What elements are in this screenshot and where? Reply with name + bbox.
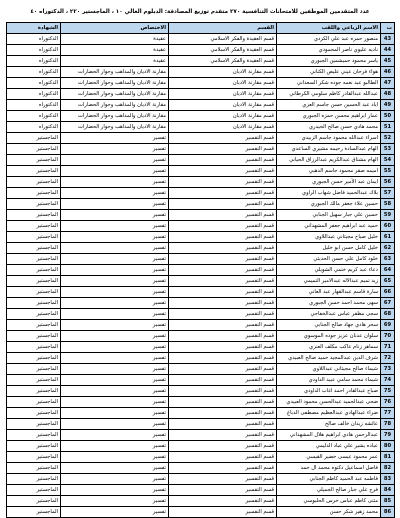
row-degree: الماجستير — [7, 441, 61, 452]
row-degree: الدكتوراه — [7, 45, 61, 56]
row-degree: الماجستير — [7, 210, 61, 221]
document-title: عدد المتقدمين الموظفين للامتحانات التنافسية ٢٧٠ متقدم توزيع المصادقة: الدبلوم العالي ١٠ ، الماجستير ٢٢٠ ، الدكتوراه ٤٠ — [30, 9, 370, 15]
row-department: قسم التفسير — [169, 474, 277, 485]
row-degree: الماجستير — [7, 254, 61, 265]
row-degree: الماجستير — [7, 309, 61, 320]
row-specialization: تفسير — [61, 309, 169, 320]
row-number: 72 — [381, 353, 395, 364]
table-row — [7, 397, 395, 408]
row-number: 46 — [381, 67, 395, 78]
row-department: قسم مقارنة الاديان — [169, 78, 277, 89]
row-specialization: تفسير — [61, 298, 169, 309]
row-degree: الماجستير — [7, 331, 61, 342]
row-department: قسم التفسير — [169, 353, 277, 364]
row-specialization: تفسير — [61, 353, 169, 364]
row-specialization: عقيدة — [61, 56, 169, 67]
row-department: قسم التفسير — [169, 309, 277, 320]
row-degree: الماجستير — [7, 452, 61, 463]
row-name: ضحى عبدالحميد عبدالحسن محمود العبيدي — [277, 397, 381, 408]
row-specialization: تفسير — [61, 364, 169, 375]
row-department: قسم التفسير — [169, 232, 277, 243]
row-degree: الماجستير — [7, 265, 61, 276]
header-number: ت — [381, 23, 395, 34]
table-row — [7, 320, 395, 331]
row-department: قسم التفسير — [169, 452, 277, 463]
row-specialization: تفسير — [61, 419, 169, 430]
row-number: 67 — [381, 298, 395, 309]
row-specialization: مقارنة الاديان والمذاهب وحوار الحضارات — [61, 78, 169, 89]
row-degree: الماجستير — [7, 507, 61, 518]
row-department: قسم التفسير — [169, 397, 277, 408]
row-number: 51 — [381, 122, 395, 133]
row-degree: الماجستير — [7, 463, 61, 474]
row-specialization: تفسير — [61, 496, 169, 507]
row-specialization: تفسير — [61, 254, 169, 265]
table-row — [7, 232, 395, 243]
row-degree: الدكتوراه — [7, 34, 61, 45]
row-number: 73 — [381, 364, 395, 375]
row-specialization: مقارنة الاديان والمذاهب وحوار الحضارات — [61, 89, 169, 100]
row-department: قسم التفسير — [169, 364, 277, 375]
applicants-table — [6, 22, 395, 518]
row-degree: الماجستير — [7, 133, 61, 144]
row-degree: الماجستير — [7, 144, 61, 155]
row-specialization: تفسير — [61, 386, 169, 397]
table-row — [7, 441, 395, 452]
row-specialization: تفسير — [61, 452, 169, 463]
table-row — [7, 89, 395, 100]
row-name: ياسر محمود حميشمين الجبوري — [277, 56, 381, 67]
row-department: قسم التفسير — [169, 298, 277, 309]
table-row — [7, 243, 395, 254]
row-name: ناديه عليوي ناصر المحمودي — [277, 45, 381, 56]
header-department: القسم — [169, 23, 277, 34]
row-department: قسم التفسير — [169, 320, 277, 331]
row-specialization: تفسير — [61, 474, 169, 485]
row-specialization: تفسير — [61, 441, 169, 452]
row-degree: الماجستير — [7, 474, 61, 485]
table-row — [7, 122, 395, 133]
table-row — [7, 56, 395, 67]
row-name: محمد زهير شكر حسن — [277, 507, 381, 518]
row-number: 52 — [381, 133, 395, 144]
row-name: محمد هادي حسن صالح الحيدري — [277, 122, 381, 133]
row-specialization: تفسير — [61, 287, 169, 298]
row-department: قسم التفسير — [169, 463, 277, 474]
row-degree: الماجستير — [7, 364, 61, 375]
row-specialization: تفسير — [61, 166, 169, 177]
row-name: شيماء محمد سامي عبيد الداودي — [277, 375, 381, 386]
row-department: قسم التفسير — [169, 496, 277, 507]
row-specialization: تفسير — [61, 221, 169, 232]
row-degree: الماجستير — [7, 298, 61, 309]
row-department: قسم التفسير — [169, 243, 277, 254]
row-degree: الماجستير — [7, 188, 61, 199]
table-row — [7, 353, 395, 364]
row-number: 61 — [381, 232, 395, 243]
row-name: حميد عبد ابراهيم جعفر المشهداني — [277, 221, 381, 232]
row-degree: الماجستير — [7, 320, 61, 331]
row-name: الهام مشتاق عبدالكريم عبدالرزاق الحياني — [277, 155, 381, 166]
row-name: سحر هادي جهاد صالح الجنابي — [277, 320, 381, 331]
row-department: قسم العقيدة والفكر الاسلامي — [169, 45, 277, 56]
row-name: مثنى كاظم عباس خرس الحلبوسي — [277, 496, 381, 507]
row-department: قسم التفسير — [169, 408, 277, 419]
table-row — [7, 386, 395, 397]
row-number: 45 — [381, 56, 395, 67]
row-number: 65 — [381, 276, 395, 287]
row-degree: الماجستير — [7, 155, 61, 166]
row-number: 60 — [381, 221, 395, 232]
row-degree: الماجستير — [7, 386, 61, 397]
table-row — [7, 309, 395, 320]
row-specialization: تفسير — [61, 276, 169, 287]
row-specialization: تفسير — [61, 331, 169, 342]
table-row — [7, 254, 395, 265]
row-name: اياد عبد الحسين حسن جاسم العزي — [277, 100, 381, 111]
table-row — [7, 331, 395, 342]
row-department: قسم التفسير — [169, 166, 277, 177]
row-department: قسم التفسير — [169, 210, 277, 221]
row-specialization: تفسير — [61, 210, 169, 221]
row-department: قسم التفسير — [169, 199, 277, 210]
header-degree: الشهادة — [7, 23, 61, 34]
row-degree: الماجستير — [7, 342, 61, 353]
row-name: شرف الدين عبدالمجيد حميد صالح العبيدي — [277, 353, 381, 364]
row-specialization: تفسير — [61, 265, 169, 276]
row-department: قسم مقارنة الاديان — [169, 122, 277, 133]
row-name: سهى محمد احمد حسن الجبوري — [277, 298, 381, 309]
row-department: قسم التفسير — [169, 287, 277, 298]
row-number: 64 — [381, 265, 395, 276]
row-department: قسم التفسير — [169, 276, 277, 287]
row-name: عباده يشير علي عباد الدليمي — [277, 441, 381, 452]
row-specialization: مقارنة الاديان والمذاهب وحوار الحضارات — [61, 111, 169, 122]
row-number: 53 — [381, 144, 395, 155]
row-number: 57 — [381, 188, 395, 199]
table-row — [7, 463, 395, 474]
row-department: قسم التفسير — [169, 265, 277, 276]
row-department: قسم التفسير — [169, 221, 277, 232]
table-row — [7, 430, 395, 441]
table-row — [7, 265, 395, 276]
row-department: قسم التفسير — [169, 331, 277, 342]
row-department: قسم التفسير — [169, 507, 277, 518]
table-row — [7, 375, 395, 386]
row-name: عائشه زيدان خالف صالح — [277, 419, 381, 430]
row-specialization: عقيدة — [61, 45, 169, 56]
row-number: 63 — [381, 254, 395, 265]
row-name: اميمه صقر محمود جاسم الذهبي — [277, 166, 381, 177]
row-degree: الماجستير — [7, 177, 61, 188]
row-department: قسم التفسير — [169, 419, 277, 430]
row-degree: الدكتوراه — [7, 122, 61, 133]
row-degree: الماجستير — [7, 496, 61, 507]
row-number: 66 — [381, 287, 395, 298]
row-name: عبدالله عبدالقادر كاظم سلومي الكرطاني — [277, 89, 381, 100]
row-department: قسم مقارنة الاديان — [169, 67, 277, 78]
row-number: 76 — [381, 397, 395, 408]
row-name: الهام عبدالسادة رحيمه مشيري الساعدي — [277, 144, 381, 155]
row-department: قسم التفسير — [169, 342, 277, 353]
table-row — [7, 452, 395, 463]
row-degree: الدكتوراه — [7, 78, 61, 89]
row-degree: الماجستير — [7, 221, 61, 232]
row-specialization: تفسير — [61, 155, 169, 166]
row-number: 48 — [381, 89, 395, 100]
row-name: صباح عبدالقادر احمد اغاب الداودي — [277, 386, 381, 397]
row-specialization: تفسير — [61, 463, 169, 474]
row-name: فرج علي جبار صالح الجميلي — [277, 485, 381, 496]
row-degree: الدكتوراه — [7, 56, 61, 67]
table-row — [7, 67, 395, 78]
row-degree: الدكتوراه — [7, 67, 61, 78]
table-row — [7, 133, 395, 144]
table-row — [7, 221, 395, 232]
row-number: 78 — [381, 419, 395, 430]
row-degree: الدكتوراه — [7, 100, 61, 111]
row-name: عمر محمود عيسى خضير القيسي — [277, 452, 381, 463]
row-degree: الماجستير — [7, 419, 61, 430]
row-name: هواء فرحان عيني عليص الكناني — [277, 67, 381, 78]
table-row — [7, 111, 395, 122]
row-name: فاضل اسماعيل دكتوه محمد ال حمد — [277, 463, 381, 474]
row-degree: الماجستير — [7, 166, 61, 177]
row-number: 84 — [381, 485, 395, 496]
table-row — [7, 144, 395, 155]
row-department: قسم التفسير — [169, 177, 277, 188]
row-degree: الدكتوراه — [7, 89, 61, 100]
row-number: 68 — [381, 309, 395, 320]
row-degree: الماجستير — [7, 243, 61, 254]
table-row — [7, 342, 395, 353]
table-row — [7, 408, 395, 419]
row-degree: الماجستير — [7, 375, 61, 386]
row-name: بلاك عبدالحميد فاضل شهاب الراوي — [277, 188, 381, 199]
row-number: 56 — [381, 177, 395, 188]
row-number: 55 — [381, 166, 395, 177]
row-department: قسم العقيدة والفكر الاسلامي — [169, 56, 277, 67]
row-department: قسم مقارنة الاديان — [169, 111, 277, 122]
table-row — [7, 188, 395, 199]
row-name: عمار ابراهيم محسن حمزه الجبوري — [277, 111, 381, 122]
row-department: قسم التفسير — [169, 386, 277, 397]
row-specialization: تفسير — [61, 485, 169, 496]
row-name: حسين علاء جعفر مالك الجبوري — [277, 199, 381, 210]
table-row — [7, 276, 395, 287]
row-name: دعاء عبد كريم ختمي الشويلي — [277, 265, 381, 276]
table-row — [7, 166, 395, 177]
row-specialization: تفسير — [61, 188, 169, 199]
row-degree: الماجستير — [7, 232, 61, 243]
row-number: 81 — [381, 452, 395, 463]
row-specialization: عقيدة — [61, 34, 169, 45]
row-name: اسراء عبدالله محمود جاسم الزبيدي — [277, 133, 381, 144]
row-name: سارة قاسم عبدالقهار عبد العاني — [277, 287, 381, 298]
row-department: قسم مقارنة الاديان — [169, 89, 277, 100]
row-number: 71 — [381, 342, 395, 353]
row-name: سماهر زنام عاكب مكلف العنزي — [277, 342, 381, 353]
row-number: 47 — [381, 78, 395, 89]
table-row — [7, 298, 395, 309]
row-department: قسم التفسير — [169, 144, 277, 155]
table-row — [7, 287, 395, 298]
row-specialization: مقارنة الاديان والمذاهب وحوار الحضارات — [61, 122, 169, 133]
row-specialization: تفسير — [61, 243, 169, 254]
row-number: 82 — [381, 463, 395, 474]
row-name: ضراء عبدالهادي عبدالعظيم مصطفى الدباغ — [277, 408, 381, 419]
row-name: الطالبو عبد نعمه جوده شكر السعداني — [277, 78, 381, 89]
table-row — [7, 485, 395, 496]
row-number: 54 — [381, 155, 395, 166]
row-specialization: تفسير — [61, 375, 169, 386]
row-number: 85 — [381, 496, 395, 507]
row-specialization: تفسير — [61, 320, 169, 331]
row-degree: الماجستير — [7, 397, 61, 408]
table-row — [7, 474, 395, 485]
row-degree: الماجستير — [7, 276, 61, 287]
row-name: خليل صباح مجيثاني عبداللاوي — [277, 232, 381, 243]
table-row — [7, 210, 395, 221]
row-degree: الدكتوراه — [7, 111, 61, 122]
row-department: قسم العقيدة والفكر الاسلامي — [169, 34, 277, 45]
row-number: 49 — [381, 100, 395, 111]
row-specialization: تفسير — [61, 408, 169, 419]
row-department: قسم التفسير — [169, 485, 277, 496]
row-specialization: تفسير — [61, 397, 169, 408]
row-number: 74 — [381, 375, 395, 386]
row-specialization: تفسير — [61, 144, 169, 155]
row-specialization: تفسير — [61, 232, 169, 243]
table-row — [7, 100, 395, 111]
table-row — [7, 199, 395, 210]
row-number: 58 — [381, 199, 395, 210]
row-specialization: مقارنة الاديان والمذاهب وحوار الحضارات — [61, 67, 169, 78]
row-specialization: تفسير — [61, 507, 169, 518]
row-specialization: تفسير — [61, 177, 169, 188]
row-name: منصور حمزه عبد علي الكردي — [277, 34, 381, 45]
row-department: قسم التفسير — [169, 133, 277, 144]
table-body — [7, 34, 395, 518]
table-row — [7, 45, 395, 56]
table-row — [7, 507, 395, 518]
row-department: قسم التفسير — [169, 375, 277, 386]
row-name: سجى مظفر عباس عبدالخفاجي — [277, 309, 381, 320]
row-number: 50 — [381, 111, 395, 122]
row-number: 80 — [381, 441, 395, 452]
document-page — [6, 2, 394, 518]
row-name: حسين علي جبار سهيل الجنابي — [277, 210, 381, 221]
row-degree: الماجستير — [7, 353, 61, 364]
row-number: 79 — [381, 430, 395, 441]
table-row — [7, 155, 395, 166]
row-degree: الماجستير — [7, 408, 61, 419]
row-degree: الماجستير — [7, 287, 61, 298]
row-name: شيماء صالح مجيثاني عبداللاوي — [277, 364, 381, 375]
row-degree: الماجستير — [7, 430, 61, 441]
row-department: قسم التفسير — [169, 441, 277, 452]
table-row — [7, 496, 395, 507]
row-specialization: تفسير — [61, 430, 169, 441]
row-name: سلوان عدنان عزيز جوده الموسوي — [277, 331, 381, 342]
row-department: قسم التفسير — [169, 254, 277, 265]
table-row — [7, 34, 395, 45]
row-number: 77 — [381, 408, 395, 419]
table-row — [7, 78, 395, 89]
row-name: ايمان عبد الأمير حسن الجبوري — [277, 177, 381, 188]
header-name: الاسم الرباعي واللقب — [277, 23, 381, 34]
row-number: 69 — [381, 320, 395, 331]
row-number: 75 — [381, 386, 395, 397]
header-specialization: الاختصاص — [61, 23, 169, 34]
row-name: خليل كامل حسن ابو خليل — [277, 243, 381, 254]
row-department: قسم التفسير — [169, 430, 277, 441]
row-name: زيد تميم عبدالاله عبدالامير التميمي — [277, 276, 381, 287]
row-name: خلود كامل علي حسن الحديثي — [277, 254, 381, 265]
table-row — [7, 419, 395, 430]
row-specialization: تفسير — [61, 199, 169, 210]
row-specialization: تفسير — [61, 342, 169, 353]
row-degree: الماجستير — [7, 485, 61, 496]
row-number: 70 — [381, 331, 395, 342]
table-row — [7, 364, 395, 375]
table-header-row — [7, 23, 395, 34]
row-name: عبدالرحمن هادي ابراهيم هلال المشهداني — [277, 430, 381, 441]
row-specialization: مقارنة الاديان والمذاهب وحوار الحضارات — [61, 100, 169, 111]
table-row — [7, 177, 395, 188]
row-number: 44 — [381, 45, 395, 56]
row-number: 43 — [381, 34, 395, 45]
row-department: قسم مقارنة الاديان — [169, 100, 277, 111]
row-specialization: تفسير — [61, 133, 169, 144]
row-department: قسم التفسير — [169, 188, 277, 199]
row-department: قسم التفسير — [169, 155, 277, 166]
row-number: 59 — [381, 210, 395, 221]
row-number: 83 — [381, 474, 395, 485]
row-number: 62 — [381, 243, 395, 254]
row-degree: الماجستير — [7, 199, 61, 210]
row-name: فاطمه عبد الحميد كاظم الجنابي — [277, 474, 381, 485]
row-number: 86 — [381, 507, 395, 518]
